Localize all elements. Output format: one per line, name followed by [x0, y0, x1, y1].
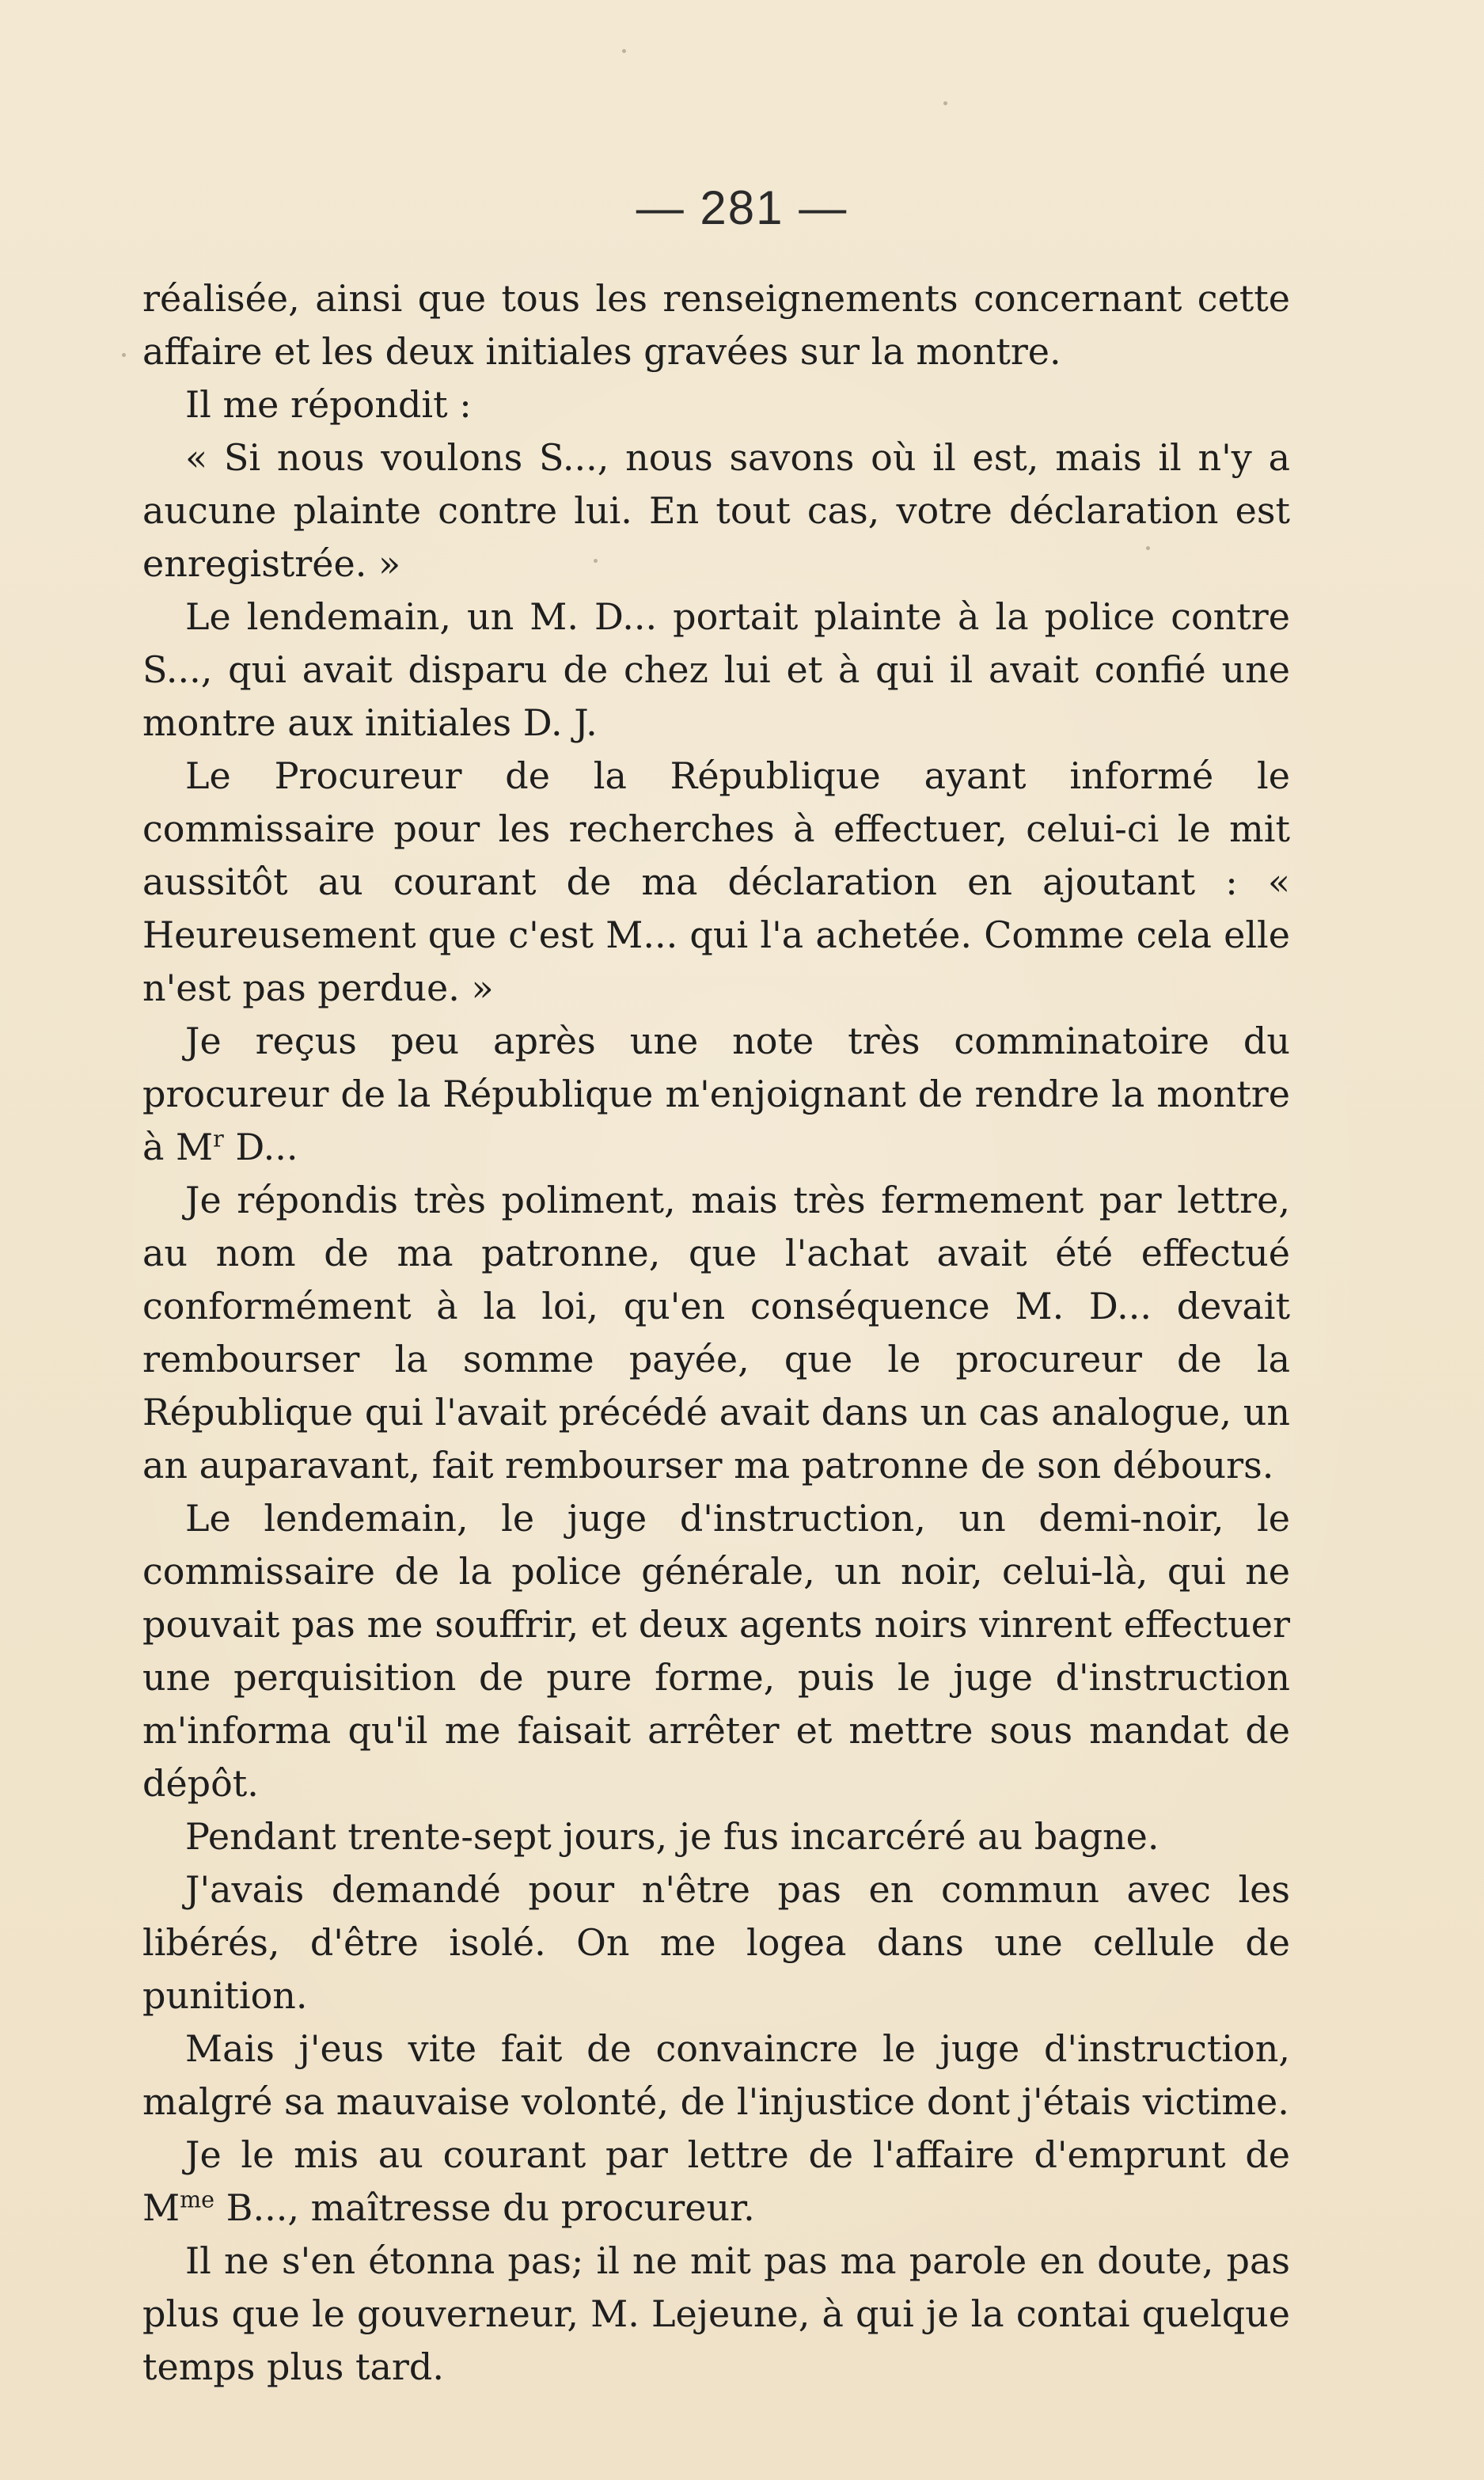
paragraph: Le Procureur de la République ayant informé le commissaire pour les recherches à effectuer, celui-ci le mit aussitôt au courant de ma déclaration en ajoutant : « Heureusement que c'est M... qui l'a achetée. Comme cela elle n'est pas perdue. »	[142, 754, 1290, 1009]
paragraph-text: Je reçus peu après une note très comminatoire du procureur de la République m'enjoignant de rendre la montre à M	[142, 1020, 1290, 1168]
paragraph: Mais j'eus vite fait de convaincre le juge d'instruction, malgré sa mauvaise volonté, de l'injustice dont j'étais victime.	[142, 2027, 1290, 2123]
paragraph-text: Je le mis au courant par lettre de l'affaire d'emprunt de M	[142, 2133, 1290, 2229]
paragraph: réalisée, ainsi que tous les renseignements concernant cette affaire et les deux initiales gravées sur la montre.	[142, 277, 1290, 373]
superscript-abbreviation: me	[180, 2186, 215, 2213]
paragraph-text: D...	[223, 1126, 298, 1168]
paragraph: Le lendemain, le juge d'instruction, un demi-noir, le commissaire de la police générale, un noir, celui-là, qui ne pouvait pas me souffrir, et deux agents noirs vinrent effectuer une perquisition de pure forme, puis le juge d'instruction m'informa qu'il me faisait arrêter et mettre sous mandat de dépôt.	[142, 1497, 1290, 1805]
paragraph-text: B..., maîtresse du procureur.	[214, 2186, 755, 2229]
paragraph: « Si nous voulons S..., nous savons où il est, mais il n'y a aucune plainte contre lui. En tout cas, votre déclaration est enregistrée. »	[142, 436, 1290, 585]
paragraph: Pendant trente-sept jours, je fus incarcéré au bagne.	[185, 1815, 1159, 1858]
paper-speck	[122, 353, 126, 357]
paragraph	[142, 2129, 1290, 2235]
paragraph	[142, 1015, 1290, 1174]
paragraph: J'avais demandé pour n'être pas en commun avec les libérés, d'être isolé. On me logea dans une cellule de punition.	[142, 1868, 1290, 2017]
page-number: — 281 —	[636, 181, 848, 234]
paragraph: Il ne s'en étonna pas; il ne mit pas ma parole en doute, pas plus que le gouverneur, M. Lejeune, à qui je la contai quelque temps plus tard.	[142, 2239, 1290, 2388]
body-text	[142, 272, 1290, 2394]
paper-speck	[622, 49, 626, 53]
paragraph: Il me répondit :	[185, 383, 472, 426]
paragraph: Je répondis très poliment, mais très fermement par lettre, au nom de ma patronne, que l'achat avait été effectué conformément à la loi, qu'en conséquence M. D... devait rembourser la somme payée, que le procureur de la République qui l'avait précédé avait dans un cas analogue, un an auparavant, fait rembourser ma patronne de son débours.	[142, 1179, 1290, 1487]
superscript-abbreviation: r	[213, 1126, 224, 1153]
paper-speck	[943, 101, 947, 105]
paragraph: Le lendemain, un M. D... portait plainte à la police contre S..., qui avait disparu de chez lui et à qui il avait confié une montre aux initiales D. J.	[142, 595, 1290, 744]
